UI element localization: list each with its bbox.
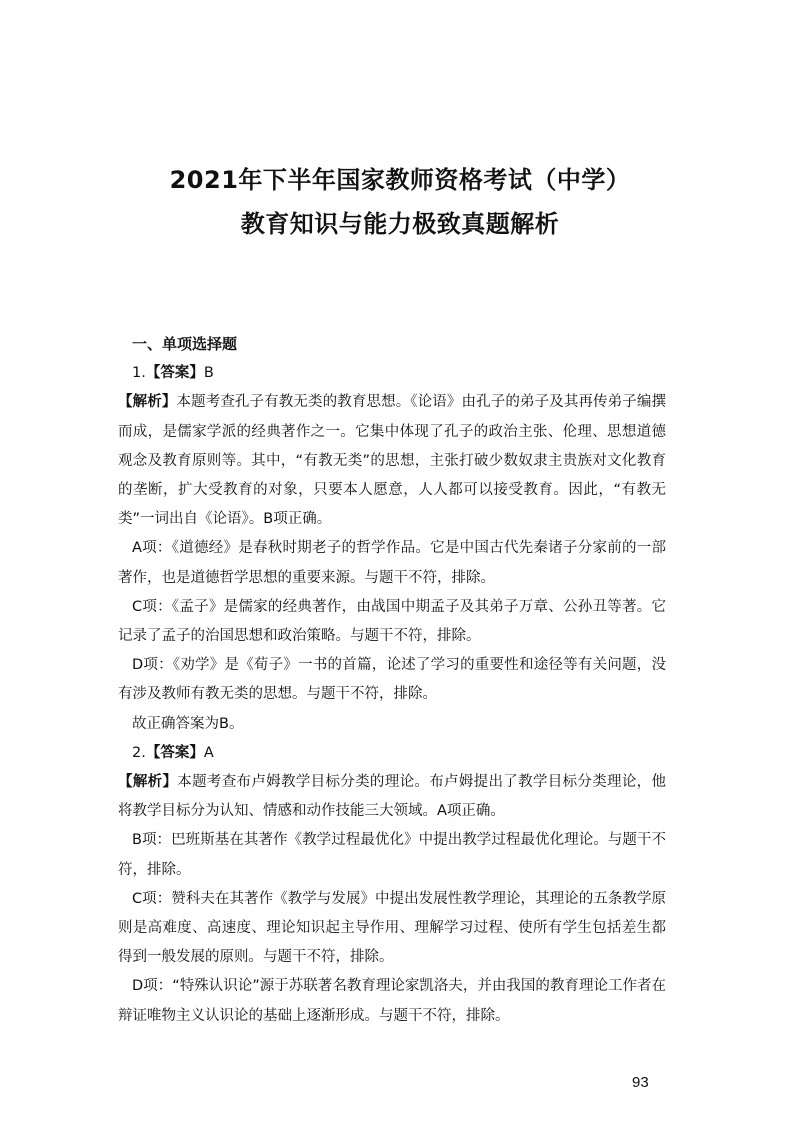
q2-option-c: C项：赞科夫在其著作《教学与发展》中提出发展性教学理论，其理论的五条教学原则是高难度、高速度、理论知识起主导作用、理解学习过程、使所有学生包括差生都得到一般发展的原则。与题干不符，排除。: [118, 890, 666, 966]
q2-answer-line: [118, 739, 666, 768]
q1-analysis: [118, 388, 666, 534]
q2-analysis: [118, 768, 666, 826]
q2-answer-value: A: [203, 744, 214, 761]
q1-conclusion: 故正确答案为B。: [132, 715, 244, 732]
q1-answer-label: 【答案】: [145, 365, 204, 382]
q1-option-c: C项：《孟子》是儒家的经典著作，由战国中期孟子及其弟子万章、公孙丑等著。它记录了孟子的治国思想和政治策略。与题干不符，排除。: [118, 598, 666, 645]
q2-analysis-label: 【解析】: [118, 774, 178, 791]
page-number: 93: [632, 1074, 649, 1091]
q1-answer-line: [118, 359, 666, 388]
q2-answer-label: 【答案】: [145, 744, 204, 761]
q1-option-d: D项：《劝学》是《荀子》一书的首篇，论述了学习的重要性和途径等有关问题，没有涉及教师有教无类的思想。与题干不符，排除。: [118, 657, 666, 703]
q2-analysis-text: 本题考查布卢姆教学目标分类的理论。布卢姆提出了教学目标分类理论，他将教学目标分为认知、情感和动作技能三大领域。A项正确。: [118, 774, 667, 820]
q1-option-a: A项：《道德经》是春秋时期老子的哲学作品。它是中国古代先秦诸子分家前的一部著作，也是道德哲学思想的重要来源。与题干不符，排除。: [118, 540, 666, 586]
page-title-line-1: 2021年下半年国家教师资格考试（中学）: [169, 166, 631, 194]
q1-analysis-text: 本题考查孔子有教无类的教育思想。《论语》由孔子的弟子及其再传弟子编撰而成，是儒家学派的经典著作之一。它集中体现了孔子的政治主张、伦理、思想道德观念及教育原则等。其中，“有教无类”的思想，主张打破少数奴隶主贵族对文化教育的垄断，扩大受教育的对象，只要本人愿意，人人都可以接受教育。因此，“有教无类”一词出自《论语》。B项正确。: [118, 394, 667, 528]
q2-number: 2.: [132, 744, 146, 761]
q1-analysis-label: 【解析】: [118, 394, 177, 411]
q1-answer-value: B: [203, 365, 214, 382]
q2-option-b: B项：巴班斯基在其著作《教学过程最优化》中提出教学过程最优化理论。与题干不符，排除。: [118, 832, 666, 878]
page-title-line-2: 教育知识与能力极致真题解析: [240, 210, 560, 238]
answer-content: [118, 330, 666, 1031]
q2-option-d: D项：“特殊认识论”源于苏联著名教育理论家凯洛夫，并由我国的教育理论工作者在辩证唯物主义认识论的基础上逐渐形成。与题干不符，排除。: [118, 978, 666, 1024]
q1-number: 1.: [132, 365, 146, 382]
section-heading: 一、单项选择题: [132, 335, 238, 353]
